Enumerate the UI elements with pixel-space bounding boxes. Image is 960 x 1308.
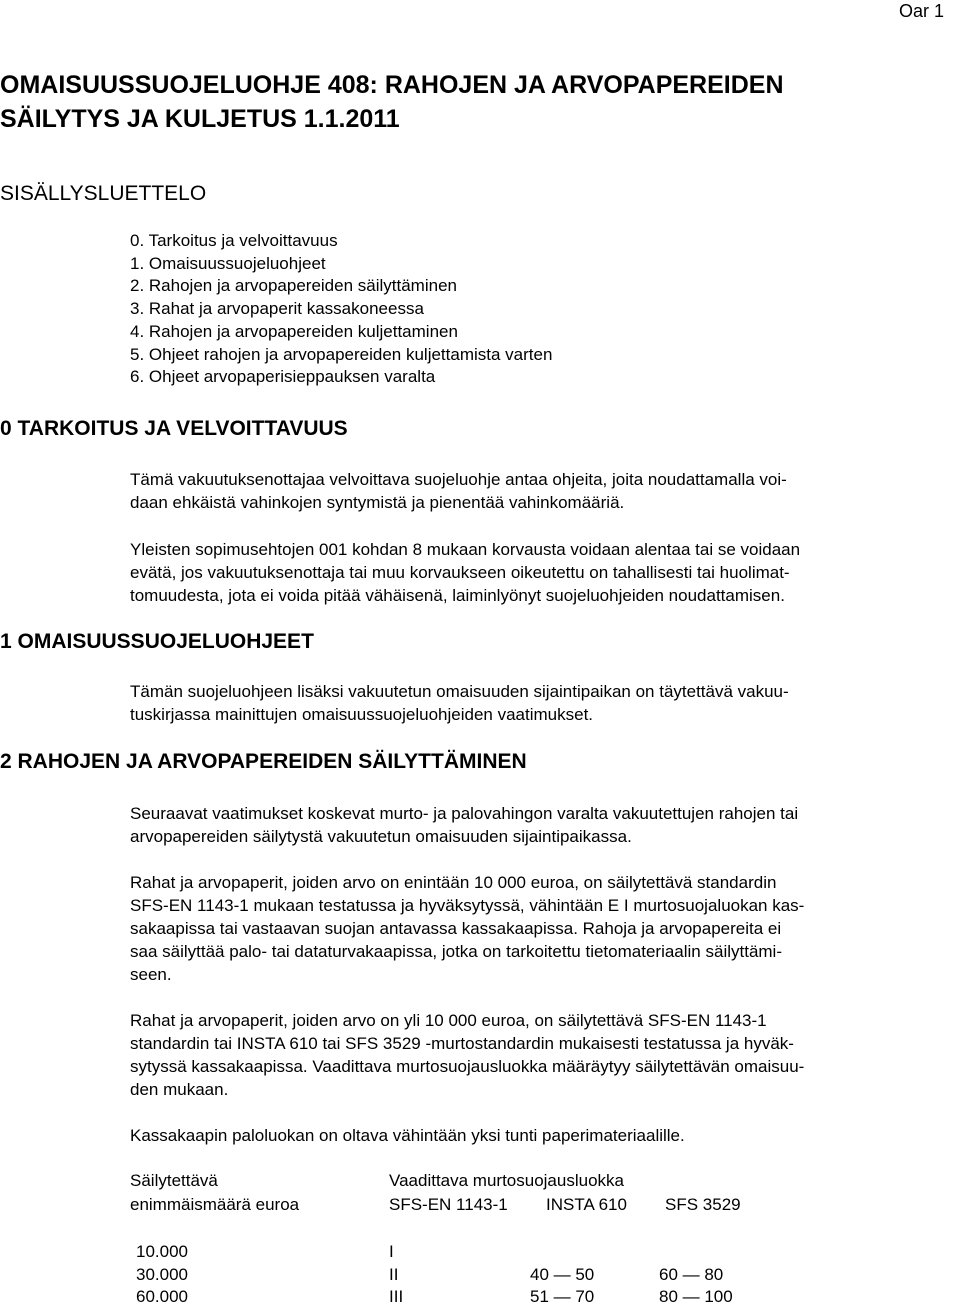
text-line: Kassakaapin paloluokan on oltava vähintään yksi tunti paperimateriaalille. (130, 1126, 685, 1145)
text-line: Yleisten sopimusehtojen 001 kohdan 8 mukaan korvausta voidaan alentaa tai se voidaan (130, 540, 801, 559)
section-0-paragraph-2 (130, 538, 930, 607)
table-header-class: Vaadittava murtosuojausluokka (389, 1171, 624, 1190)
table-cell-amount: 10.000 (136, 1242, 188, 1261)
toc-item: 4. Rahojen ja arvopapereiden kuljettaminen (130, 321, 458, 341)
table-cell-insta: 51 — 70 (530, 1287, 595, 1306)
section-0-heading: 0 TARKOITUS JA VELVOITTAVUUS (0, 417, 348, 440)
table-cell-amount: 30.000 (136, 1265, 188, 1284)
toc-item: 6. Ohjeet arvopaperisieppauksen varalta (130, 367, 436, 387)
table-cell-sfs-en: II (389, 1265, 399, 1284)
text-line: Tämän suojeluohjeen lisäksi vakuutetun omaisuuden sijaintipaikan on täytettävä vakuu- (130, 682, 789, 701)
table-header-amount: enimmäismäärä euroa (130, 1195, 300, 1214)
text-line: Rahat ja arvopaperit, joiden arvo on enintään 10 000 euroa, on säilytettävä standardin (130, 873, 777, 892)
text-line: tuskirjassa mainittujen omaisuussuojeluohjeiden vaatimukset. (130, 705, 594, 724)
table-cell-amount: 60.000 (136, 1287, 188, 1306)
text-line: saa säilyttää palo- tai dataturvakaapissa, jotka on tarkoitettu tietomateriaalin säilyttämi- (130, 942, 782, 961)
toc-item: 5. Ohjeet rahojen ja arvopapereiden kuljettamista varten (130, 344, 553, 364)
section-0-paragraph-1 (130, 468, 930, 514)
text-line: arvopapereiden säilytystä vakuutetun omaisuuden sijaintipaikassa. (130, 827, 632, 846)
table-cell-insta: 40 — 50 (530, 1265, 595, 1284)
toc-heading: SISÄLLYSLUETTELO (0, 182, 207, 205)
text-line: SFS-EN 1143-1 mukaan testatussa ja hyväksytyssä, vähintään E I murtosuojaluokan kas- (130, 896, 805, 915)
section-2-heading: 2 RAHOJEN JA ARVOPAPEREIDEN SÄILYTTÄMINEN (0, 750, 527, 773)
toc-item: 0. Tarkoitus ja velvoittavuus (130, 231, 338, 250)
text-line: Rahat ja arvopaperit, joiden arvo on yli 10 000 euroa, on säilytettävä SFS-EN 1143-1 (130, 1011, 767, 1030)
text-line: evätä, jos vakuutuksenottaja tai muu korvaukseen oikeutettu on tahallisesti tai huolimat- (130, 563, 790, 582)
section-2-paragraph-2 (130, 871, 930, 986)
table-header-amount: Säilytettävä (130, 1171, 218, 1190)
table-cell-sfs-en: III (389, 1287, 404, 1306)
title-line: SÄILYTYS JA KULJETUS 1.1.2011 (0, 105, 400, 133)
text-line: den mukaan. (130, 1080, 229, 1099)
title-line: OMAISUUSSUOJELUOHJE 408: RAHOJEN JA ARVOPAPEREIDEN (0, 71, 784, 99)
text-line: tomuudesta, jota ei voida pitää vähäisenä, laiminlyönyt suojeluohjeiden noudattamisen. (130, 586, 785, 605)
table-cell-sfs3529: 60 — 80 (659, 1265, 724, 1284)
table-of-contents (130, 230, 552, 389)
table-cell-sfs-en: I (389, 1242, 394, 1261)
toc-item: 2. Rahojen ja arvopapereiden säilyttäminen (130, 276, 457, 296)
section-2-paragraph-3 (130, 1009, 930, 1101)
table-cell-sfs3529: 80 — 100 (659, 1287, 733, 1306)
table-subheader-sfs-en: SFS-EN 1143-1 (389, 1195, 508, 1214)
table-subheader-insta: INSTA 610 (546, 1195, 627, 1214)
text-line: sakaapissa tai vastaavan suojan antavassa kassakaapissa. Rahoja ja arvopapereita ei (130, 919, 782, 938)
section-1-paragraph-1 (130, 680, 930, 726)
text-line: daan ehkäistä vahinkojen syntymistä ja pienentää vahinkomääriä. (130, 493, 625, 512)
burglary-class-table (130, 1169, 950, 1306)
section-2-paragraph-1 (130, 802, 930, 848)
text-line: standardin tai INSTA 610 tai SFS 3529 -murtostandardin mukaisesti testatussa ja hyväk- (130, 1034, 794, 1053)
text-line: sytyssä kassakaapissa. Vaadittava murtosuojausluokka määräytyy säilytettävän omaisuu- (130, 1057, 805, 1076)
section-1-heading: 1 OMAISUUSSUOJELUOHJEET (0, 630, 314, 653)
table-subheader-sfs3529: SFS 3529 (665, 1195, 741, 1214)
text-line: seen. (130, 965, 172, 984)
section-2-paragraph-4 (130, 1124, 930, 1147)
page-number: Oar 1 (898, 1, 944, 21)
text-line: Seuraavat vaatimukset koskevat murto- ja palovahingon varalta vakuutettujen rahojen tai (130, 804, 799, 823)
toc-item: 3. Rahat ja arvopaperit kassakoneessa (130, 299, 424, 319)
document-title (0, 68, 940, 136)
toc-item: 1. Omaisuussuojeluohjeet (130, 253, 326, 273)
text-line: Tämä vakuutuksenottajaa velvoittava suojeluohje antaa ohjeita, joita noudattamalla voi- (130, 470, 787, 489)
